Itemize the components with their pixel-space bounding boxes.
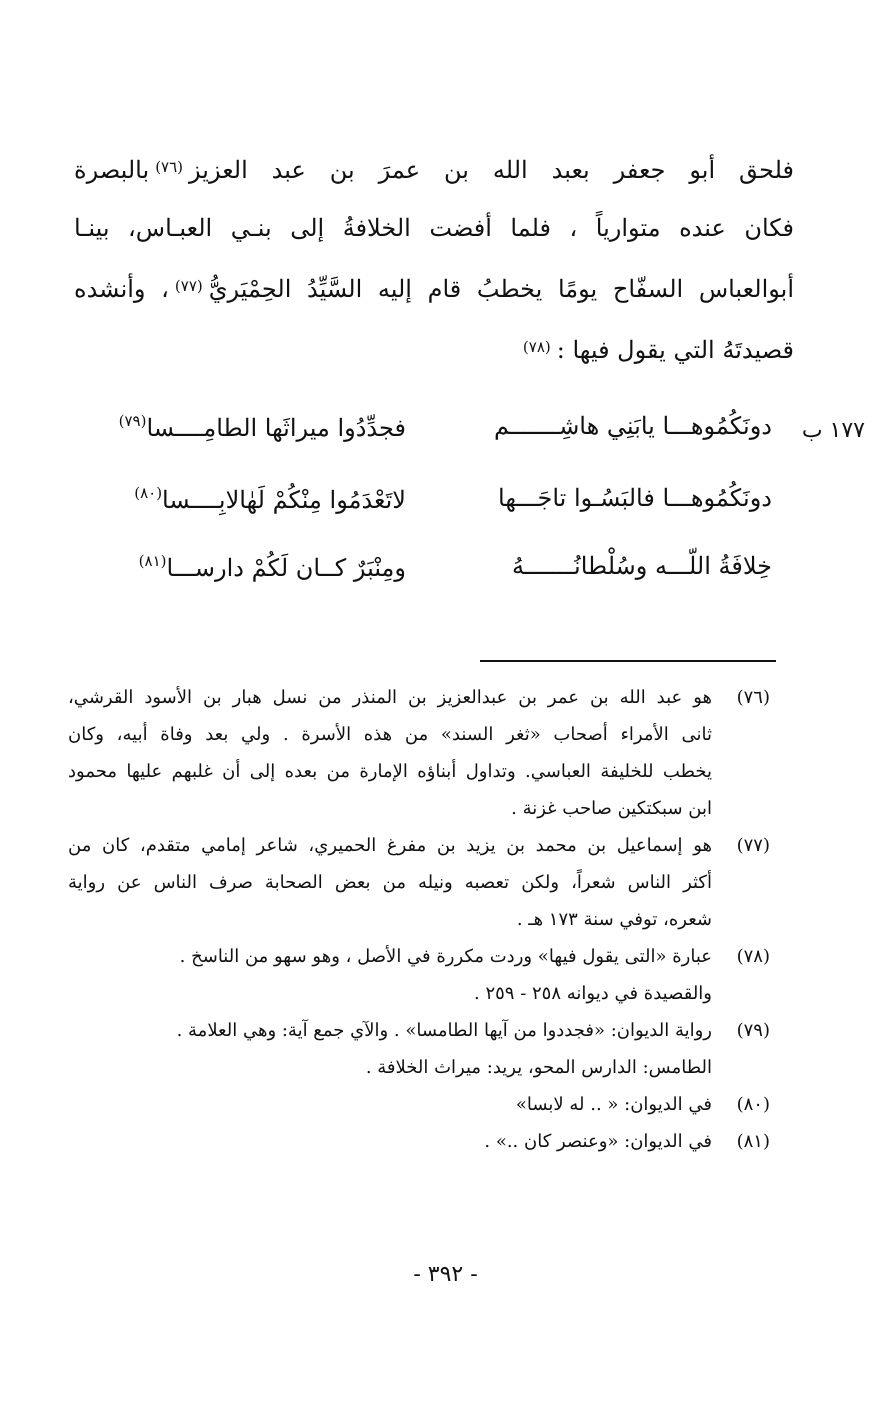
footnote-number: (٧٧): [736, 835, 770, 856]
verse-first-hemistich: دونَكُمُوهـــا فالبَسُـوا تاجَـــها: [498, 484, 772, 512]
footnote-81: [68, 1123, 770, 1160]
footnote-79: [68, 1012, 770, 1086]
footnote-separator: [480, 660, 776, 662]
footnote-line: في الديوان: « .. له لابسا»: [515, 1094, 712, 1115]
footnote-ref-78: (٧٨): [522, 338, 551, 356]
footnote-line: عبارة «التى يقول فيها» وردت مكررة في الأصل ، وهو سهو من الناسخ .: [179, 946, 712, 967]
footnotes: [68, 679, 770, 1160]
footnote-number: (٧٩): [736, 1020, 770, 1041]
footnote-line: ثانى الأمراء أصحاب «ثغر السند» من هذه الأسرة . ولي بعد وفاة أبيه، وكان: [68, 724, 712, 745]
footnote-ref-76: (٧٦): [155, 158, 184, 176]
verse-second-hemistich: فجدِّدُوا ميراثَها الطامِــــسا$^{(٧٩)}$: [118, 412, 406, 442]
footnote-line: هو إسماعيل بن محمد بن يزيد بن مفرغ الحميري، شاعر إمامي متقدم، كان من: [68, 835, 712, 856]
footnote-number: (٧٨): [736, 946, 770, 967]
footnote-80: [68, 1086, 770, 1123]
verse-first-hemistich: خِلافَةُ اللّـــه وسُلْطانُـــــــهُ: [511, 552, 772, 580]
footnote-line: رواية الديوان: «فجددوا من آيها الطامسا» . والآي جمع آية: وهي العلامة .: [176, 1020, 712, 1041]
footnote-number: (٨١): [736, 1131, 770, 1152]
footnote-line: الطامس: الدارس المحو، يريد: ميراث الخلافة .: [365, 1057, 712, 1078]
footnote-line: في الديوان: «وعنصر كان ..» .: [484, 1131, 712, 1152]
footnote-line: أكثر الناس شعراً، ولكن تعصبه ونيله من بعض الصحابة صرف الناس عن رواية: [68, 872, 712, 893]
verse-second-hemistich: لاتَعْدَمُوا مِنْكُمْ لَهٰالابِــــسا$^{(٨٠)}$: [134, 484, 406, 514]
footnote-line: ابن سبكتكين صاحب غزنة .: [511, 798, 712, 819]
footnote-78: [68, 938, 770, 1012]
prose-line-4: قصيدتَهُ التي يقول فيها :$^{(٧٨)}$: [522, 336, 794, 364]
verse-first-hemistich: دونَكُمُوهـــا يابَنِي هاشِـــــــم: [494, 412, 772, 440]
footnote-ref-80: (٨٠): [134, 484, 163, 502]
footnote-number: (٧٦): [736, 687, 770, 708]
footnote-number: (٨٠): [736, 1094, 770, 1115]
verse-row: [76, 552, 772, 602]
footnote-line: والقصيدة في ديوانه ٢٥٨ - ٢٥٩ .: [474, 983, 712, 1004]
footnote-line: هو عبد الله بن عمر بن عبدالعزيز بن المنذر من نسل هبار بن الأسود القرشي،: [68, 687, 712, 708]
verse-row: [76, 412, 772, 462]
prose-line-3: أبوالعباس السفّاح يومًا يخطبُ قام إليه السَّيِّدُ الحِمْيَريُّ$^{(٧٧)}$، وأنشده: [74, 275, 794, 303]
footnote-ref-77: (٧٧): [174, 277, 203, 295]
manuscript-folio-marker: ١٧٧ ب: [801, 418, 865, 443]
footnote-76: [68, 679, 770, 827]
page-number: - ٣٩٢ -: [413, 1262, 478, 1287]
footnote-ref-81: (٨١): [138, 552, 167, 570]
footnote-line: شعره، توفي سنة ١٧٣ هـ .: [516, 909, 712, 930]
footnote-line: يخطب للخليفة العباسي. وتداول أبناؤه الإمارة من بعده إلى أن غلبهم عليها محمود: [68, 761, 712, 782]
footnote-77: [68, 827, 770, 938]
footnote-ref-79: (٧٩): [118, 412, 147, 430]
main-prose: [74, 138, 794, 379]
prose-line-1: فلحق أبو جعفر بعبد الله بن عمرَ بن عبد العزيز$^{(٧٦)}$بالبصرة: [74, 156, 794, 184]
verse-second-hemistich: ومِنْبَرٌ كــان لَكُمْ دارســـا$^{(٨١)}$: [138, 552, 406, 582]
verse-row: [76, 484, 772, 534]
prose-line-2: فكان عنده متوارياً ، فلما أفضت الخلافةُ إلى بنـي العبـاس، بينـا: [74, 214, 794, 242]
